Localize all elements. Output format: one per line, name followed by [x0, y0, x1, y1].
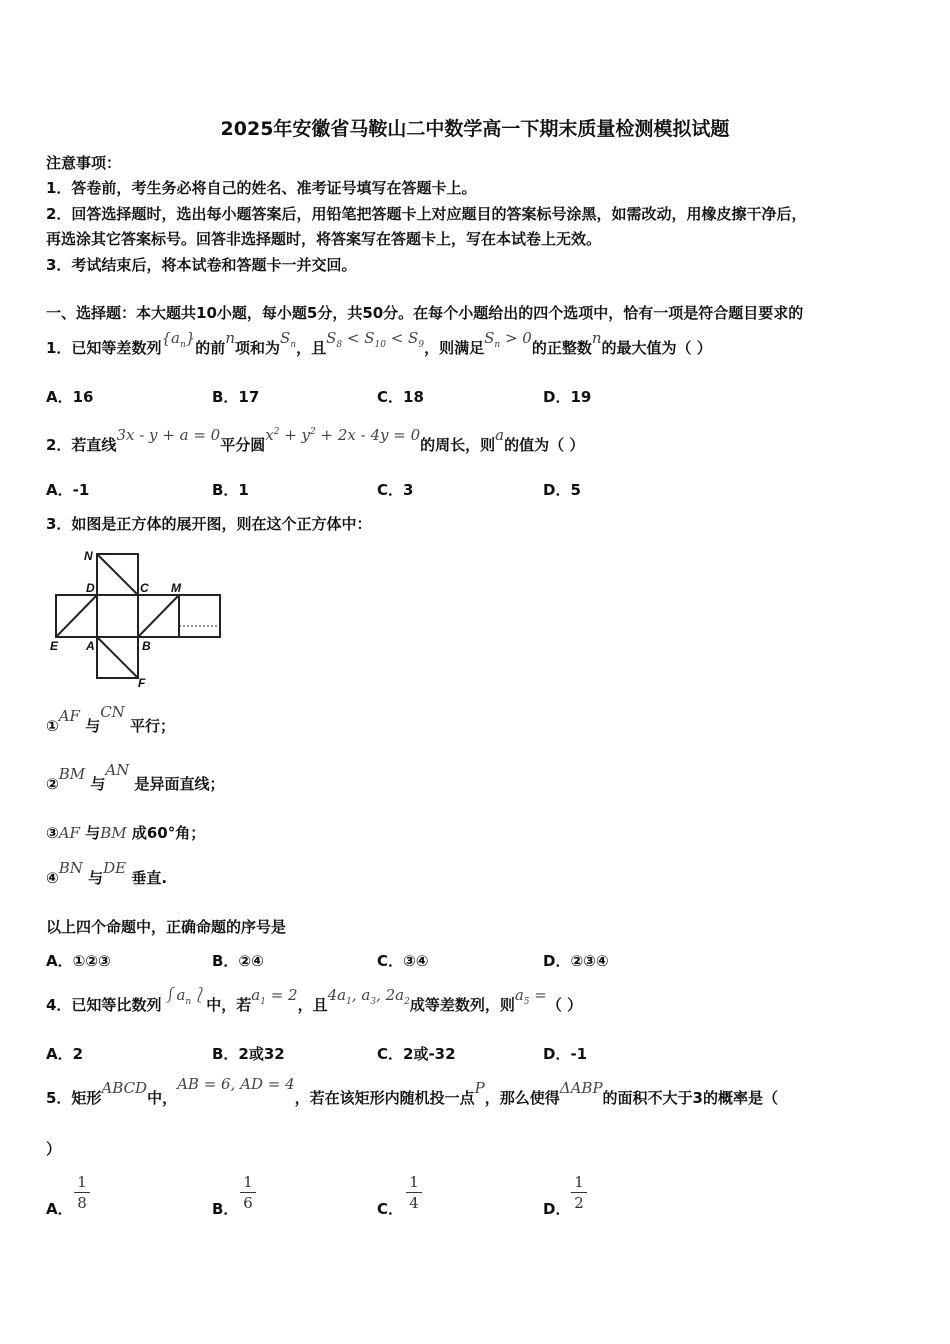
cube-net-figure	[46, 546, 231, 688]
option-a: A．	[46, 1200, 73, 1218]
option-a: A．16	[46, 388, 94, 406]
fraction-d: 1 2	[571, 1173, 587, 1212]
section-heading: 一、选择题：本大题共10小题，每小题5分，共50分。在每个小题给出的四个选项中，恰有一项是符合题目要求的	[46, 304, 804, 322]
proposition-4: ④BN 与DE 垂直.	[46, 859, 168, 887]
notice-heading: 注意事项：	[46, 154, 122, 172]
notice-item: 1．答卷前，考生务必将自己的姓名、准考证号填写在答题卡上。	[46, 179, 477, 197]
question-3-prompt: 以上四个命题中，正确命题的序号是	[46, 918, 287, 936]
option-c: C．18	[377, 388, 424, 406]
option-d: D．19	[543, 388, 592, 406]
fraction-b: 1 6	[240, 1173, 256, 1212]
option-b: B．2或32	[212, 1045, 285, 1063]
option-c: C．③④	[377, 952, 429, 970]
proposition-1: ①AF 与CN 平行；	[46, 703, 176, 735]
option-d: D．	[543, 1200, 571, 1218]
page-title: 2025年安徽省马鞍山二中数学高一下期末质量检测模拟试题	[220, 118, 730, 140]
notice-item: 3．考试结束后，将本试卷和答题卡一并交回。	[46, 256, 357, 274]
option-b: B．17	[212, 388, 260, 406]
question-5: 5．矩形ABCD中，AB = 6, AD = 4，若在该矩形内随机投一点P，那么使得ΔABP的面积不大于3的概率是（	[46, 1075, 778, 1107]
label-c: C	[140, 581, 149, 595]
label-b: B	[142, 639, 151, 653]
option-b: B．②④	[212, 952, 264, 970]
label-m: M	[171, 581, 181, 595]
question-1: 1．已知等差数列$\{a_n\}$的前n项和为$S_n$，且$S_8 < S_{10} < S_9$，则满足$S_n > 0$的正整数n的最大值为（ ）	[46, 329, 712, 357]
option-a: A．①②③	[46, 952, 111, 970]
question-2: 2．若直线3x - y + a = 0平分圆$x^2 + y^2 + 2x - 4y = 0$的周长，则a的值为（ ）	[46, 426, 585, 454]
option-a: A．-1	[46, 481, 90, 499]
option-c: C．3	[377, 481, 414, 499]
fraction-a: 1 8	[74, 1173, 90, 1212]
label-a: A	[86, 639, 95, 653]
question-4: 4．已知等比数列$⎰a_n⎱$中，若$a_1 = 2$，且$4a_1$, $a_3$, $2a_2$成等差数列，则$a_5$ =（ ）	[46, 986, 583, 1014]
option-b: B．1	[212, 481, 249, 499]
proposition-2: ②BM 与AN 是异面直线；	[46, 761, 225, 793]
notice-item: 再选涂其它答案标号。回答非选择题时，将答案写在答题卡上，写在本试卷上无效。	[46, 230, 602, 248]
label-e: E	[50, 639, 59, 653]
question-3: 3．如图是正方体的展开图，则在这个正方体中：	[46, 515, 372, 533]
option-c: C．2或-32	[377, 1045, 456, 1063]
option-b: B．	[212, 1200, 239, 1218]
notice-item: 2．回答选择题时，选出每小题答案后，用铅笔把答题卡上对应题目的答案标号涂黑，如需改动，用橡皮擦干净后，	[46, 205, 807, 223]
proposition-3: ③AF 与BM 成60°角；	[46, 824, 206, 842]
label-d: D	[86, 581, 95, 595]
option-d: D．-1	[543, 1045, 588, 1063]
option-d: D．②③④	[543, 952, 609, 970]
label-n: N	[84, 549, 93, 563]
option-a: A．2	[46, 1045, 84, 1063]
option-c: C．	[377, 1200, 404, 1218]
label-f: F	[138, 676, 146, 688]
fraction-c: 1 4	[406, 1173, 422, 1212]
question-5-close: ）	[46, 1140, 62, 1158]
option-d: D．5	[543, 481, 581, 499]
